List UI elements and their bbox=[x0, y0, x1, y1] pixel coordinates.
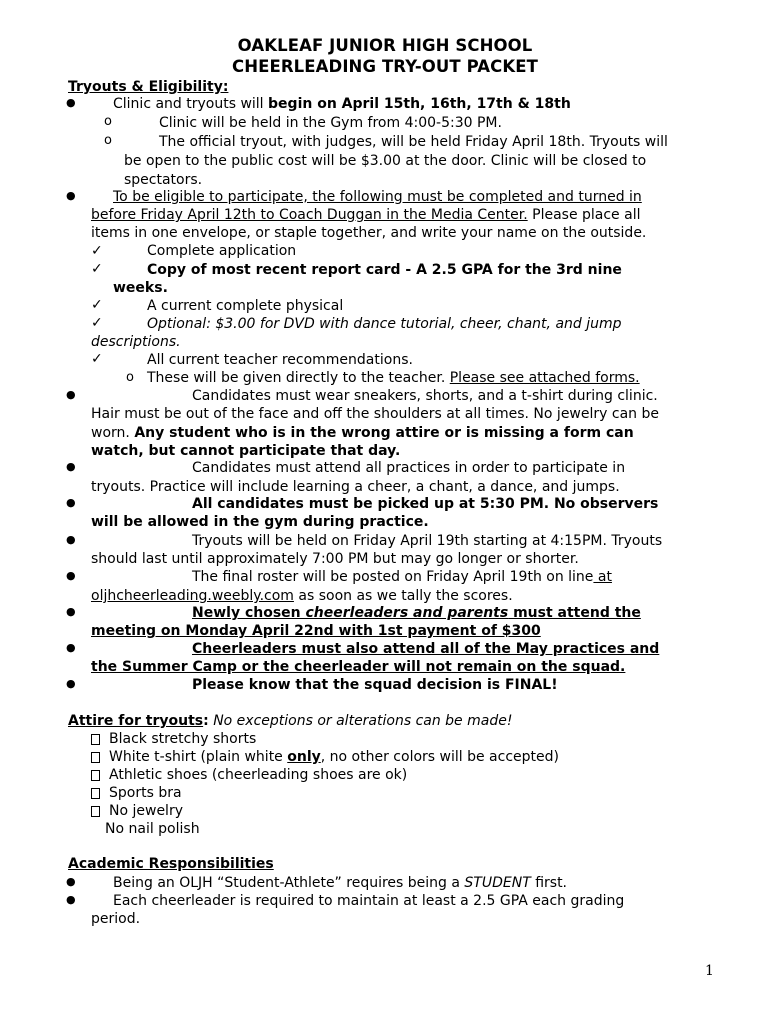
roster-rule-l1: The final roster will be posted on Friday April 19th on line at bbox=[192, 569, 612, 585]
sub-bullet: o bbox=[126, 370, 134, 385]
attire-rule-l3: worn. Any student who is in the wrong attire or is missing a form can bbox=[91, 425, 634, 441]
recommendations-note: These will be given directly to the teacher. Please see attached forms. bbox=[147, 370, 640, 386]
check-icon: ✓ bbox=[91, 297, 103, 313]
section-heading-attire: Attire for tryouts: No exceptions or alterations can be made! bbox=[68, 713, 513, 729]
packet-title: CHEERLEADING TRY-OUT PACKET bbox=[232, 57, 538, 76]
attire-item-jewelry: No jewelry bbox=[109, 803, 183, 819]
check-physical: A current complete physical bbox=[147, 298, 344, 314]
page-number: 1 bbox=[705, 963, 714, 979]
tryout-date-l1: Tryouts will be held on Friday April 19th starting at 4:15PM. Tryouts bbox=[192, 533, 663, 549]
bullet: ● bbox=[66, 96, 76, 109]
attire-item-shorts: Black stretchy shorts bbox=[109, 731, 257, 747]
academic-item-gpa-l1: Each cheerleader is required to maintain at least a 2.5 GPA each grading bbox=[113, 893, 625, 909]
practice-rule-l1: Candidates must attend all practices in order to participate in bbox=[192, 460, 626, 476]
bullet: ● bbox=[66, 533, 76, 546]
attire-rule-l4: watch, but cannot participate that day. bbox=[91, 443, 401, 459]
meeting-rule-l2: meeting on Monday April 22nd with 1st payment of $300 bbox=[91, 623, 541, 639]
bullet: ● bbox=[66, 496, 76, 509]
check-report-card-l1: Copy of most recent report card - A 2.5 GPA for the 3rd nine bbox=[147, 262, 622, 278]
academic-item-gpa-l2: period. bbox=[91, 911, 141, 927]
check-dvd-l2: descriptions. bbox=[91, 334, 181, 350]
eligibility-l3: items in one envelope, or staple together, and write your name on the outside. bbox=[91, 225, 647, 241]
roster-rule-l2: oljhcheerleading.weebly.com as soon as we tally the scores. bbox=[91, 588, 513, 604]
check-icon: ✓ bbox=[91, 243, 103, 259]
checkbox-icon bbox=[91, 788, 100, 799]
checkbox-icon bbox=[91, 806, 100, 817]
official-tryout-l1: The official tryout, with judges, will be held Friday April 18th. Tryouts will bbox=[159, 134, 668, 150]
attire-rule-l2: Hair must be out of the face and off the shoulders at all times. No jewelry can be bbox=[91, 406, 659, 422]
check-report-card-l2: weeks. bbox=[113, 280, 168, 296]
website-link[interactable]: oljhcheerleading.weebly.com bbox=[91, 588, 294, 604]
sub-bullet: o bbox=[104, 114, 112, 129]
bullet: ● bbox=[66, 875, 76, 888]
section-heading-academic: Academic Responsibilities bbox=[68, 856, 274, 872]
school-title: OAKLEAF JUNIOR HIGH SCHOOL bbox=[237, 36, 533, 55]
attire-rule-l1: Candidates must wear sneakers, shorts, and a t-shirt during clinic. bbox=[192, 388, 658, 404]
pickup-rule-l2: will be allowed in the gym during practice. bbox=[91, 514, 429, 530]
check-icon: ✓ bbox=[91, 261, 103, 277]
check-dvd-l1: Optional: $3.00 for DVD with dance tutorial, cheer, chant, and jump bbox=[147, 316, 622, 332]
check-icon: ✓ bbox=[91, 351, 103, 367]
clinic-dates: Clinic and tryouts will begin on April 15th, 16th, 17th & 18th bbox=[113, 96, 571, 112]
attire-item-nails: No nail polish bbox=[105, 821, 200, 837]
sub-bullet: o bbox=[104, 133, 112, 148]
eligibility-l2: before Friday April 12th to Coach Duggan in the Media Center. Please place all bbox=[91, 207, 641, 223]
meeting-rule-l1: Newly chosen cheerleaders and parents must attend the bbox=[192, 605, 641, 621]
bullet: ● bbox=[66, 569, 76, 582]
eligibility-l1: To be eligible to participate, the following must be completed and turned in bbox=[113, 189, 642, 205]
camp-rule-l1: Cheerleaders must also attend all of the May practices and bbox=[192, 641, 660, 657]
checkbox-icon bbox=[91, 734, 100, 745]
camp-rule-l2: the Summer Camp or the cheerleader will not remain on the squad. bbox=[91, 659, 626, 675]
pickup-rule-l1: All candidates must be picked up at 5:30 PM. No observers bbox=[192, 496, 659, 512]
attire-item-tshirt: White t-shirt (plain white only, no other colors will be accepted) bbox=[109, 749, 559, 765]
checkbox-icon bbox=[91, 770, 100, 781]
tryout-date-l2: should last until approximately 7:00 PM but may go longer or shorter. bbox=[91, 551, 579, 567]
bullet: ● bbox=[66, 189, 76, 202]
check-application: Complete application bbox=[147, 243, 297, 259]
attire-item-bra: Sports bra bbox=[109, 785, 182, 801]
bullet: ● bbox=[66, 605, 76, 618]
practice-rule-l2: tryouts. Practice will include learning a cheer, a chant, a dance, and jumps. bbox=[91, 479, 620, 495]
check-recommendations: All current teacher recommendations. bbox=[147, 352, 413, 368]
checkbox-icon bbox=[91, 752, 100, 763]
attire-item-shoes: Athletic shoes (cheerleading shoes are ok) bbox=[109, 767, 408, 783]
academic-item-student: Being an OLJH “Student-Athlete” requires being a STUDENT first. bbox=[113, 875, 568, 891]
official-tryout-l2: be open to the public cost will be $3.00 at the door. Clinic will be closed to bbox=[124, 153, 647, 169]
bullet: ● bbox=[66, 641, 76, 654]
bullet: ● bbox=[66, 388, 76, 401]
final-decision: Please know that the squad decision is FINAL! bbox=[192, 677, 558, 693]
section-heading-tryouts: Tryouts & Eligibility: bbox=[68, 79, 229, 95]
bullet: ● bbox=[66, 893, 76, 906]
check-icon: ✓ bbox=[91, 315, 103, 331]
clinic-time: Clinic will be held in the Gym from 4:00-5:30 PM. bbox=[159, 115, 502, 131]
bullet: ● bbox=[66, 677, 76, 690]
bullet: ● bbox=[66, 460, 76, 473]
official-tryout-l3: spectators. bbox=[124, 172, 203, 188]
attached-forms-link: Please see attached forms. bbox=[449, 370, 640, 386]
